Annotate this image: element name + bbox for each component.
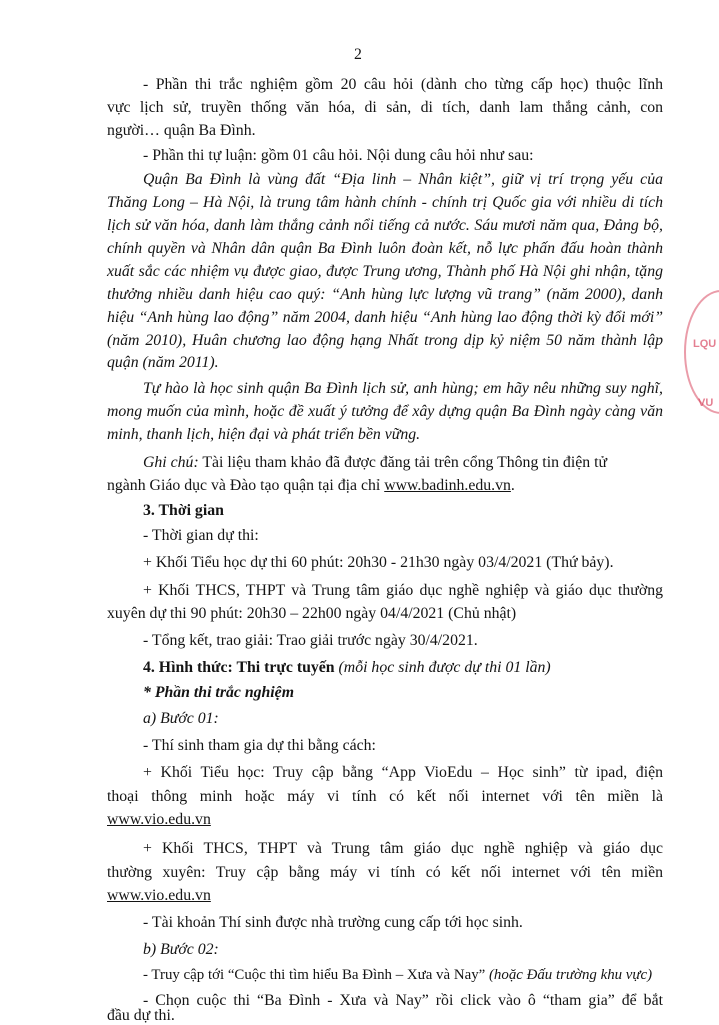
contest-access-note: (hoặc Đấu trường khu vực) [485, 967, 653, 983]
reference-note-line-2 [107, 476, 515, 495]
time-secondary-line-2: xuyên dự thi 90 phút: 20h30 – 22h00 ngày 04/4/2021 (Chủ nhật) [107, 605, 517, 622]
multiple-choice-description-line-3: người… quận Ba Đình. [107, 122, 256, 139]
step-1-label: a) Bước 01: [143, 710, 219, 727]
essay-question-line-8: (năm 2010), Huân chương lao động hạng Nhất trong dịp kỷ niệm 50 năm thành lập [107, 332, 663, 349]
contest-access-text: - Truy cập tới “Cuộc thi tìm hiểu Ba Đình – Xưa và Nay” [143, 967, 486, 983]
essay-question-line-2: Thăng Long – Hà Nội, là trung tâm hành chính - chính trị Quốc gia với nhiều di tích [107, 194, 663, 211]
note-text-2: ngành Giáo dục và Đào tạo quận tại địa chỉ [107, 477, 385, 494]
section-4-title: 4. Hình thức: Thi trực tuyến [143, 659, 335, 676]
essay-description: - Phần thi tự luận: gồm 01 câu hỏi. Nội dung câu hỏi như sau: [143, 147, 534, 164]
secondary-access-line-1: + Khối THCS, THPT và Trung tâm giáo dục nghề nghiệp và giáo dục [143, 840, 663, 857]
secondary-access-line-2: thường xuyên: Truy cập bằng máy vi tính có kết nối internet với tên miền [107, 864, 663, 881]
reference-note-line-1 [143, 453, 607, 472]
note-text: Tài liệu tham khảo đã được đăng tải trên cổng Thông tin điện tử [198, 454, 608, 471]
section-3-heading: 3. Thời gian [143, 502, 224, 519]
stamp-text-bottom: VU [698, 397, 714, 409]
step-2-label: b) Bước 02: [143, 941, 219, 958]
essay-prompt-line-2: mong muốn của mình, hoặc đề xuất ý tưởng để xây dựng quận Ba Đình ngày càng văn [107, 403, 663, 420]
vio-link-secondary[interactable]: www.vio.edu.vn [107, 887, 211, 904]
essay-prompt-line-1: Tự hào là học sinh quận Ba Đình lịch sử, anh hùng; em hãy nêu những suy nghĩ, [143, 380, 663, 397]
section-4-note: (mỗi học sinh được dự thi 01 lần) [334, 659, 551, 676]
note-end: . [510, 477, 515, 494]
section-4-heading [143, 658, 551, 677]
awards-deadline: - Tổng kết, trao giải: Trao giải trước ngày 30/4/2021. [143, 632, 478, 649]
essay-question-line-9: quận (năm 2011). [107, 354, 219, 371]
primary-access-line-2: thoại thông minh hoặc máy vi tính có kết nối internet với tên miền là [107, 788, 663, 805]
time-label: - Thời gian dự thi: [143, 527, 259, 544]
time-secondary-line-1: + Khối THCS, THPT và Trung tâm giáo dục nghề nghiệp và giáo dục thường [143, 582, 663, 599]
essay-question-line-1: Quận Ba Đình là vùng đất “Địa linh – Nhân kiệt”, giữ vị trí trọng yếu của [143, 171, 663, 188]
essay-question-line-3: lịch sử văn hóa, danh làm thắng cảnh nổi tiếng cả nước. Sáu mươi năm qua, Đảng bộ, [107, 217, 663, 234]
stamp-text-top: LQU [693, 338, 717, 350]
essay-question-line-7: hiệu “Anh hùng lao động” năm 2004, danh hiệu “Anh hùng lao động thời kỳ đổi mới” [107, 309, 663, 326]
account-info: - Tài khoản Thí sinh được nhà trường cung cấp tới học sinh. [143, 914, 523, 931]
participation-method: - Thí sinh tham gia dự thi bằng cách: [143, 737, 376, 754]
note-label: Ghi chú: [143, 454, 199, 471]
vio-link-primary[interactable]: www.vio.edu.vn [107, 811, 211, 828]
multiple-choice-description-line-2: vực lịch sử, truyền thống văn hóa, di sản, di tích, danh lam thắng cảnh, con [107, 99, 663, 116]
multiple-choice-heading: * Phần thi trắc nghiệm [143, 684, 294, 701]
essay-prompt-line-3: minh, thanh lịch, hiện đại và phát triển bền vững. [107, 426, 421, 443]
page-number: 2 [354, 46, 362, 63]
contest-choose-line-2: đầu dự thi. [107, 1007, 175, 1024]
essay-question-line-6: thưởng nhiều danh hiệu cao quý: “Anh hùng lực lượng vũ trang” (năm 2000), danh [107, 286, 663, 303]
essay-question-line-5: xuất sắc các nhiệm vụ được giao, được Trung ương, Thành phố Hà Nội ghi nhận, tặng [107, 263, 663, 280]
multiple-choice-description-line-1: - Phần thi trắc nghiệm gồm 20 câu hỏi (dành cho từng cấp học) thuộc lĩnh [143, 76, 663, 93]
badinh-link[interactable]: www.badinh.edu.vn [384, 477, 511, 494]
contest-choose-line-1: - Chọn cuộc thi “Ba Đình - Xưa và Nay” rồi click vào ô “tham gia” để bắt [143, 992, 663, 1009]
contest-access [143, 966, 652, 985]
essay-question-line-4: chính quyền và Nhân dân quận Ba Đình luôn đoàn kết, nỗ lực phấn đấu hoàn thành [107, 240, 663, 257]
official-stamp [684, 290, 719, 414]
time-primary: + Khối Tiểu học dự thi 60 phút: 20h30 - 21h30 ngày 03/4/2021 (Thứ bảy). [143, 554, 614, 571]
primary-access-line-1: + Khối Tiểu học: Truy cập bằng “App VioEdu – Học sinh” từ ipad, điện [143, 764, 663, 781]
